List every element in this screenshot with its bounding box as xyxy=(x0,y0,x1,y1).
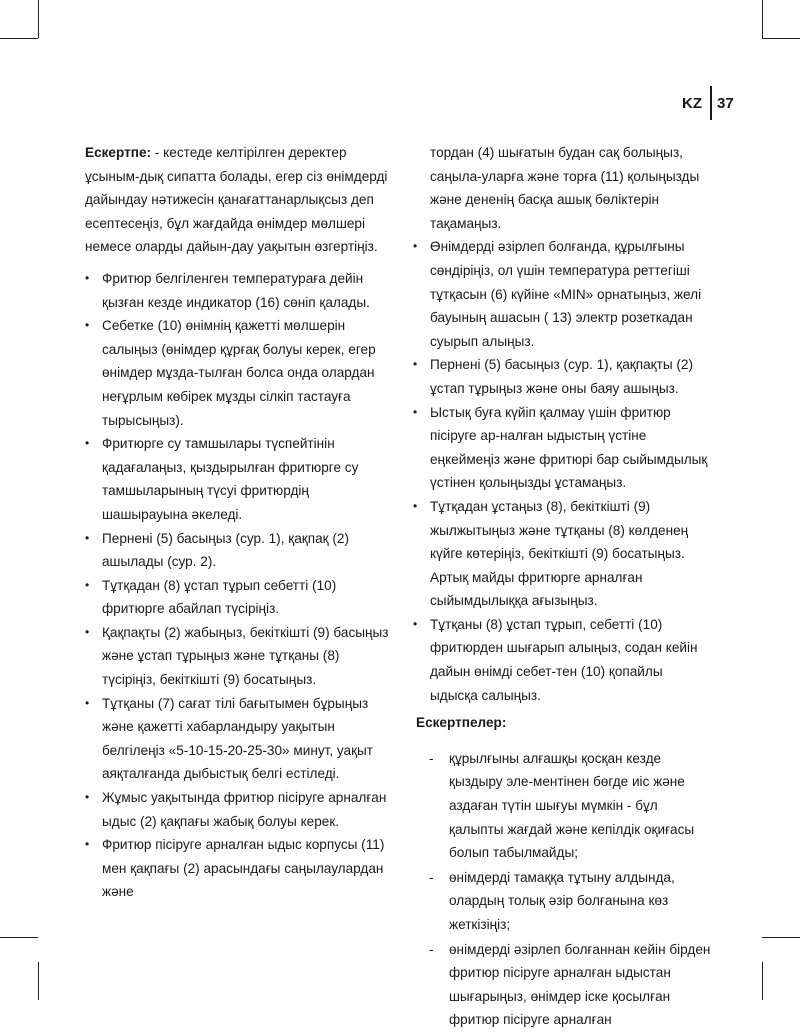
language-code: KZ xyxy=(682,94,702,112)
list-item: - өнімдерді әзірлеп болғаннан кейін бірден фритюр пісіруге арналған ыдыстан шығарыңыз, өнімдер іске қосылған фритюр пісіруге арналған xyxy=(421,938,713,1032)
page-number: 37 xyxy=(717,94,734,112)
crop-mark xyxy=(762,962,763,1000)
list-item: • Фритюр пісіруге арналған ыдыс корпусы (11) мен қақпағы (2) арасындағы саңылаулардан және xyxy=(85,833,390,904)
list-item: • Тұтқаны (7) сағат тілі бағытымен бұрыңыз және қажетті хабарландыру уақытын белгілеңіз «5-10-15-20-25-30» минут, уақыт аяқталғанда дыбыстық белгі естіледі. xyxy=(85,692,390,786)
crop-mark xyxy=(0,38,38,39)
left-column xyxy=(85,141,390,904)
header-divider xyxy=(710,86,712,120)
crop-mark xyxy=(762,0,763,38)
list-item: • Жұмыс уақытында фритюр пісіруге арналған ыдыс (2) қақпағы жабық болуы керек. xyxy=(85,786,390,833)
list-item: • Тұтқадан (8) ұстап тұрып себетті (10) фритюрге абайлап түсіріңіз. xyxy=(85,574,390,621)
crop-mark xyxy=(762,38,800,39)
notes-title: Ескертпелер: xyxy=(416,715,507,731)
list-item: • Өнімдерді әзірлеп болғанда, құрылғыны сөндіріңіз, ол үшін температура реттегіші тұтқасын (6) күйіне «MIN» орнатыңыз, желі бауының ашасын ( 13) электр розеткадан суырып алыңыз. xyxy=(413,235,713,353)
crop-mark xyxy=(762,937,800,938)
crop-mark xyxy=(38,962,39,1000)
list-item: • Пернені (5) басыңыз (сур. 1), қақпақты (2) ұстап тұрыңыз және оны баяу ашыңыз. xyxy=(413,353,713,400)
right-column xyxy=(413,141,713,1032)
list-item: - өнімдерді тамаққа тұтыну алдында, олардың толық әзір болғанына көз жеткізіңіз; xyxy=(421,866,713,937)
list-item: • Тұтқадан ұстаңыз (8), бекіткішті (9) жылжытыңыз және тұтқаны (8) көлденең күйге көтеріңіз, бекіткішті (9) босатыңыз. Артық майды фритюрге арналған сыйымдылыққа ағызыңыз. xyxy=(413,495,713,613)
list-item: • Фритюр белгіленген температураға дейін қызған кезде индикатор (16) сөніп қалады. xyxy=(85,267,390,314)
right-bullet-list xyxy=(413,235,713,707)
list-item: • Пернені (5) басыңыз (сур. 1), қақпақ (2) ашылады (сур. 2). xyxy=(85,527,390,574)
list-item: • Тұтқаны (8) ұстап тұрып, себетті (10) фритюрден шығарып алыңыз, содан кейін дайын өнімді себет-тен (10) қопайлы ыдысқа салыңыз. xyxy=(413,613,713,707)
note-label: Ескертпе: xyxy=(85,145,152,160)
continuation-paragraph: тордан (4) шығатын будан сақ болыңыз, саңыла-уларға және торға (11) қолыңызды және дененің басқа ашық бөліктерін тақамаңыз. xyxy=(430,145,700,231)
crop-mark xyxy=(0,937,38,938)
list-item: • Фритюрге су тамшылары түспейтінін қадағалаңыз, қыздырылған фритюрге су тамшыларының түсуі фритюрдің шашырауына әкеледі. xyxy=(85,432,390,526)
list-item: • Себетке (10) өнімнің қажетті мөлшерін салыңыз (өнімдер құрғақ болуы керек, егер өнімдер мұзда-тылған болса онда олардан неғұрлым көбірек мұзды сілкіп тастауға тырысыңыз). xyxy=(85,314,390,432)
note-paragraph xyxy=(85,141,390,259)
notes-list xyxy=(421,747,713,1032)
list-item: • Қақпақты (2) жабыңыз, бекіткішті (9) басыңыз және ұстап тұрыңыз және тұтқаны (8) түсіріңіз, бекіткішті (9) босатыңыз. xyxy=(85,621,390,692)
note-text: - кестеде келтірілген деректер ұсыным-дық сипатта болады, егер сіз өнімдерді дайындау нәтижесін қанағаттанарлықсыз деп есептесеңіз, бұл жағдайда өнімдер мөлшері немесе оларды дайын-дау уақытын өзгертіңіз. xyxy=(85,145,388,255)
crop-mark xyxy=(38,0,39,38)
left-bullet-list xyxy=(85,267,390,904)
list-item: • Ыстық буға күйіп қалмау үшін фритюр пісіруге ар-налған ыдыстың үстіне еңкеймеңіз және фритюрі бар сыйымдылық үстінен қолыңызды ұстамаңыз. xyxy=(413,401,713,495)
page-header xyxy=(682,88,734,118)
list-item: - құрылғыны алғашқы қосқан кезде қыздыру эле-ментінен бөгде иіс және аздаған түтін шығуы мүмкін - бұл қалыпты жағдай және кепілдік оқиғасы болып табылмайды; xyxy=(421,747,713,865)
